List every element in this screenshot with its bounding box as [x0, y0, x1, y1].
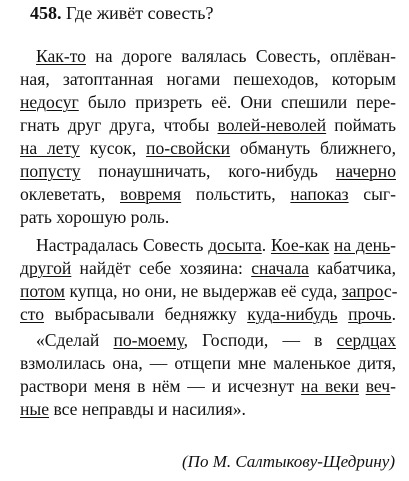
underlined-word: недосуг: [20, 92, 79, 112]
exercise-title: Где живёт совесть?: [66, 3, 214, 23]
underlined-word: досыта: [208, 235, 262, 255]
underlined-word: сто: [20, 304, 45, 324]
underlined-word: по-свойски: [146, 138, 231, 158]
text-line-7: оклеветать, вовремя польстить, напоказ сыг-: [20, 184, 396, 204]
underlined-word: Кое-как: [270, 235, 330, 255]
underlined-word: вовремя: [120, 184, 182, 204]
text-line-13: «Сделай по-моему, Господи, — в сердцах: [36, 330, 396, 350]
text-line-14: взмолилась она, — отщепи мне маленькое дитя,: [20, 353, 396, 373]
text-line-16: ные все неправды и насилия».: [20, 399, 246, 419]
underlined-word: куда-нибудь: [247, 304, 338, 324]
text-line-5: на лету кусок, по-свойски обмануть ближнего,: [20, 138, 397, 158]
source-attribution: (По М. Салтыкову-Щедрину): [182, 452, 395, 471]
underlined-word: по-моему: [113, 330, 184, 350]
text-line-6: попусту понаушничать, кого-нибудь начерно: [20, 161, 396, 181]
underlined-word: волей-неволей: [217, 115, 327, 135]
text-line-11: потом купца, но они, не выдержав её суда, запрос-: [20, 281, 398, 301]
underlined-word: запро: [341, 281, 384, 301]
underlined-word: Как-то: [36, 46, 86, 66]
underlined-word: потом: [20, 281, 66, 301]
underlined-word: сердцах: [336, 330, 396, 350]
text-line-8: рать хорошую роль.: [20, 207, 170, 227]
text-line-1: Как-то на дороге валялась Совесть, оплёван-: [36, 46, 396, 66]
underlined-word: на день: [333, 235, 391, 255]
underlined-word: напоказ: [290, 184, 349, 204]
text-line-9: Настрадалась Совесть досыта. Кое-как на день-: [36, 235, 396, 255]
text-line-3: недосуг было призреть её. Они спешили пере-: [20, 92, 396, 112]
text-line-15: раствори меня в нём — и исчезнут на веки веч-: [20, 376, 396, 396]
underlined-word: сначала: [251, 258, 309, 278]
underlined-word: начерно: [335, 161, 396, 181]
text-line-10: другой найдёт себе хозяина: сначала кабатчика,: [20, 258, 396, 278]
underlined-word: прочь: [348, 304, 392, 324]
exercise-number: 458.: [30, 3, 62, 23]
underlined-word: веч: [365, 376, 391, 396]
text-line-12: сто выбрасывали бедняжку куда-нибудь прочь.: [20, 304, 396, 324]
text-line-2: ная, затоптанная ногами пешеходов, которым: [20, 69, 396, 89]
underlined-word: ные: [20, 399, 50, 419]
underlined-word: на лету: [20, 138, 80, 158]
exercise-heading: [30, 2, 214, 24]
underlined-word: на веки: [301, 376, 359, 396]
underlined-word: попусту: [20, 161, 81, 181]
underlined-word: другой: [20, 258, 72, 278]
text-line-4: гнать друг друга, чтобы волей-неволей поймать: [20, 115, 396, 135]
